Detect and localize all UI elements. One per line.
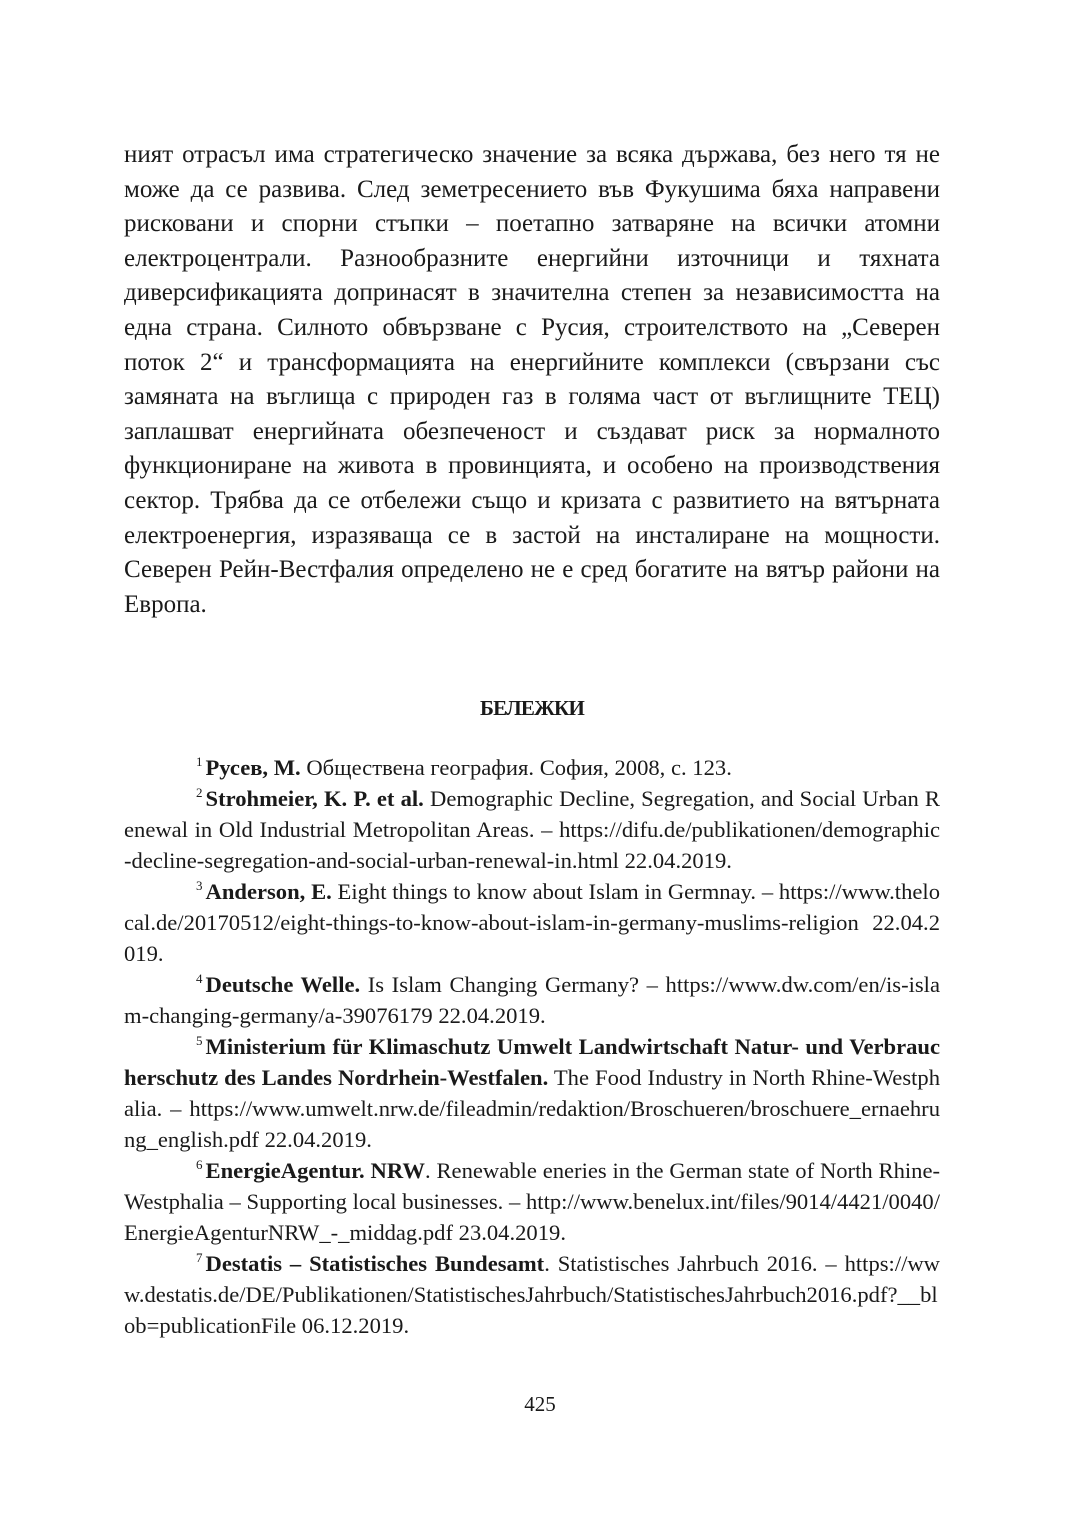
notes-list [124,752,940,1341]
page-content [124,138,940,1341]
note-author: Русев, М. [205,755,301,781]
note-5 [124,1031,940,1155]
note-author: Strohmeier, K. P. et al. [205,786,424,812]
note-number: 2 [196,785,203,801]
note-6 [124,1155,940,1248]
note-7 [124,1248,940,1341]
note-author: EnergieAgentur. NRW [205,1158,425,1184]
note-author: Anderson, E. [205,879,332,905]
note-text: . Renewable eneries in the German state of North Rhine-Westphalia – Supporting local businesses. – http://www.benelux.int/files/9014/4421/0040/EnergieAgenturNRW_-_middag.pdf 23.04.2019. [124,1158,941,1246]
note-text: Demographic Decline, Segregation, and Social Urban Renewal in Old Industrial Metropolitan Areas. – https://difu.de/publikationen/demographic-decline-segregation-and-social-urban-renewal-in.html 22.04.2019. [124,786,940,874]
note-3 [124,876,940,969]
note-number: 7 [196,1250,203,1266]
note-number: 1 [196,754,203,770]
note-number: 3 [196,878,203,894]
note-author: Destatis – Statistisches Bundesamt [205,1251,545,1277]
note-text: Eight things to know about Islam in Germnay. – https://www.thelocal.de/20170512/eight-things-to-know-about-islam-in-germany-muslims-religion 22.04.2019. [124,879,940,967]
note-author: Ministerium für Klimaschutz Umwelt Landwirtschaft Natur- und Verbraucherschutz des Landes Nordrhein-Westfalen. [124,1034,940,1091]
note-number: 4 [196,971,203,987]
note-text: Is Islam Changing Germany? – https://www.dw.com/en/is-islam-changing-germany/a-39076179 22.04.2019. [124,972,940,1029]
note-text: The Food Industry in North Rhine-Westphalia. – https://www.umwelt.nrw.de/fileadmin/redaktion/Broschueren/broschuere_ernaehrung_english.pdf 22.04.2019. [124,1065,940,1153]
note-author: Deutsche Welle. [205,972,361,998]
note-number: 6 [196,1157,203,1173]
body-paragraph: ният отрасъл има стратегическо значение за всяка държава, без него тя не може да се развива. След земетресението във Фукушима бяха направени рисковани и спорни стъпки – поетапно затваряне на всички атомни електроцентрали. Разнообразните енергийни източници и тяхната диверсификацията допринасят в значителна степен за независимостта на една страна. Силното обвързване с Русия, строителството на „Северен поток 2“ и трансформацията на енергийните комплекси (свързани със замяната на въглища с природен газ в голяма част от въглищните ТЕЦ) заплашват енергийната обезпеченост и създават риск за нормалното функциониране на живота в провинцията, и особено на производствения сектор. Трябва да се отбележи също и кризата с развитието на вятърната електроенергия, изразяваща се в застой на инсталиране на мощности. Северен Рейн-Вестфалия определено не е сред богатите на вятър райони на Европа. [124,141,940,618]
note-text: . Statistisches Jahrbuch 2016. – https://www.destatis.de/DE/Publikationen/StatistischesJahrbuch/StatistischesJahrbuch2016.pdf?__blob=publicationFile 06.12.2019. [124,1251,941,1339]
note-4 [124,969,940,1031]
notes-heading: БЕЛЕЖКИ [480,696,584,721]
page-number: 425 [524,1392,556,1416]
note-1 [124,752,940,783]
note-2 [124,783,940,876]
note-text: Обществена география. София, 2008, с. 123. [300,755,732,781]
note-number: 5 [196,1033,203,1049]
